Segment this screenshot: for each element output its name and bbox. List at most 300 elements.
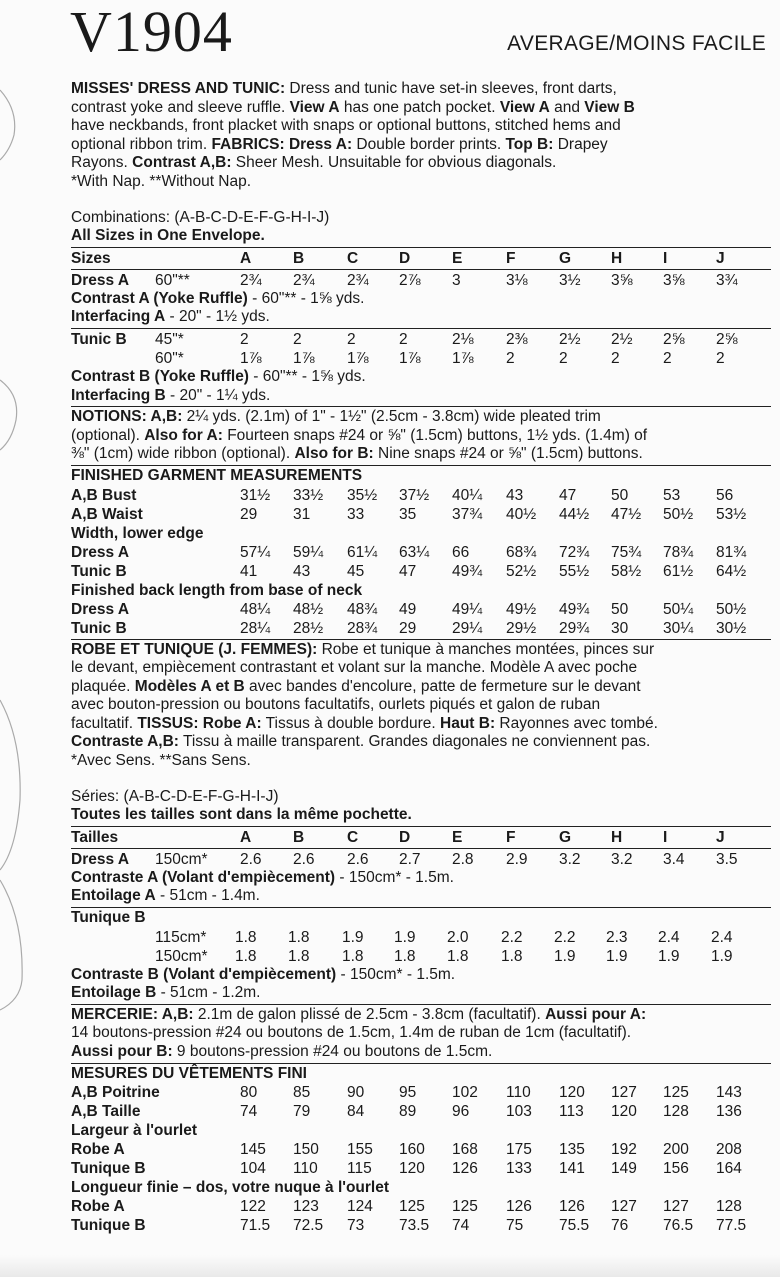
row-label: Tunic B: [71, 330, 127, 348]
value-cell: 200: [663, 1141, 689, 1159]
value-cell: 124: [347, 1198, 373, 1216]
value-cell: 2⅜: [506, 330, 528, 348]
value-cell: 3¾: [716, 271, 738, 289]
measurement-row: [71, 543, 771, 562]
description-line: contrast yoke and sleeve ruffle. View A has one patch pocket. View A and View B: [71, 98, 635, 116]
value-cell: H: [611, 249, 623, 267]
measurement-row-fr: [71, 1197, 771, 1216]
value-cell: 126: [506, 1198, 532, 1216]
value-cell: 1.9: [554, 947, 576, 965]
value-cell: 2.0: [447, 928, 469, 946]
divider: [71, 1004, 771, 1005]
value-cell: 72¾: [559, 543, 590, 561]
value-cell: 31½: [240, 486, 271, 504]
value-cell: 127: [611, 1084, 637, 1102]
value-cell: 2: [347, 330, 356, 348]
value-cell: 2: [506, 349, 515, 367]
value-cell: 2: [663, 349, 672, 367]
value-cell: 3.2: [611, 850, 633, 868]
value-cell: 2.3: [606, 928, 628, 946]
row-label: Dress A: [71, 850, 130, 868]
value-cell: 102: [452, 1084, 478, 1102]
value-cell: 127: [663, 1198, 689, 1216]
value-cell: 126: [452, 1160, 478, 1178]
value-cell: 156: [663, 1160, 689, 1178]
value-cell: 30¼: [663, 619, 694, 637]
interfacing-a: Interfacing A - 20" - 1½ yds.: [71, 308, 270, 326]
row-label: Dress A: [71, 600, 130, 618]
value-cell: 44½: [559, 505, 590, 523]
description-line-fr: plaquée. Modèles A et B avec bandes d'encolure, patte de fermeture sur le devant: [71, 677, 641, 695]
value-cell: 50½: [716, 600, 747, 618]
value-cell: 1.8: [394, 947, 416, 965]
value-cell: 81¾: [716, 543, 747, 561]
value-cell: 3⅝: [611, 271, 633, 289]
fabric-width: 45"*: [155, 330, 184, 348]
value-cell: 29¾: [559, 619, 590, 637]
value-cell: 2⅝: [716, 330, 738, 348]
value-cell: 1⅞: [347, 349, 369, 367]
value-cell: 2¾: [240, 271, 262, 289]
notions-line: ⅜" (1cm) wide ribbon (optional). Also for B: Nine snaps #24 or ⅝" (1.5cm) buttons.: [71, 445, 643, 463]
value-cell: 115: [347, 1160, 372, 1178]
divider: [71, 269, 771, 270]
fabric-width: 60"**: [155, 271, 190, 289]
value-cell: 47: [399, 562, 417, 580]
row-label: A,B Taille: [71, 1103, 141, 1121]
value-cell: 155: [347, 1141, 373, 1159]
value-cell: 73: [347, 1217, 365, 1235]
value-cell: 63¼: [399, 543, 430, 561]
description-line: optional ribbon trim. FABRICS: Dress A: Double border prints. Top B: Drapey: [71, 135, 608, 153]
value-cell: 1.8: [501, 947, 523, 965]
pattern-number: V1904: [70, 0, 233, 64]
value-cell: 1.9: [342, 928, 364, 946]
value-cell: G: [559, 828, 572, 846]
value-cell: 2: [399, 330, 408, 348]
value-cell: 2¾: [293, 271, 315, 289]
table-row: [71, 850, 771, 869]
value-cell: 208: [716, 1141, 742, 1159]
divider: [71, 848, 771, 849]
measurement-row-fr: [71, 1216, 771, 1235]
value-cell: 3.4: [663, 850, 685, 868]
value-cell: I: [663, 828, 668, 846]
value-cell: I: [663, 249, 668, 267]
value-cell: 1.9: [711, 947, 733, 965]
value-cell: 1.9: [658, 947, 680, 965]
value-cell: 43: [506, 486, 524, 504]
value-cell: 43: [293, 562, 311, 580]
value-cell: 48¾: [347, 600, 378, 618]
value-cell: 125: [399, 1198, 425, 1216]
value-cell: E: [452, 249, 463, 267]
value-cell: 1.9: [394, 928, 416, 946]
value-cell: 80: [240, 1084, 258, 1102]
measurement-row-fr: [71, 1140, 771, 1159]
value-cell: 30: [611, 619, 629, 637]
value-cell: 128: [663, 1103, 689, 1121]
value-cell: 48½: [293, 600, 324, 618]
row-label: Tailles: [71, 828, 119, 846]
value-cell: 30½: [716, 619, 747, 637]
value-cell: 68¾: [506, 543, 537, 561]
measurement-row: [71, 524, 771, 543]
value-cell: 110: [293, 1160, 318, 1178]
value-cell: 50: [611, 486, 629, 504]
value-cell: 41: [240, 562, 258, 580]
value-cell: 3⅝: [663, 271, 685, 289]
fabric-width: 150cm*: [155, 947, 208, 965]
value-cell: 29: [399, 619, 417, 637]
value-cell: 2.4: [658, 928, 680, 946]
difficulty-label: AVERAGE/MOINS FACILE: [507, 32, 766, 55]
value-cell: 50½: [663, 505, 694, 523]
value-cell: 49¼: [452, 600, 483, 618]
all-sizes-note: All Sizes in One Envelope.: [71, 227, 265, 245]
value-cell: 79: [293, 1103, 311, 1121]
description-line: have neckbands, front placket with snaps or optional buttons, stitched hems and: [71, 117, 621, 135]
value-cell: E: [452, 828, 463, 846]
value-cell: 95: [399, 1084, 417, 1102]
row-label: Tunic B: [71, 619, 127, 637]
value-cell: 28¼: [240, 619, 271, 637]
value-cell: 135: [559, 1141, 585, 1159]
value-cell: 66: [452, 543, 470, 561]
entoilage-a: Entoilage A - 51cm - 1.4m.: [71, 887, 260, 905]
value-cell: 125: [452, 1198, 478, 1216]
row-label: Robe A: [71, 1141, 125, 1159]
table-row: [71, 330, 771, 349]
value-cell: 164: [716, 1160, 742, 1178]
interfacing-b: Interfacing B - 20" - 1¼ yds.: [71, 386, 271, 404]
value-cell: 2: [716, 349, 725, 367]
contrast-a: Contrast A (Yoke Ruffle) - 60"** - 1⅝ yds.: [71, 289, 365, 307]
value-cell: 128: [716, 1198, 742, 1216]
sizes-header-fr: [71, 828, 771, 847]
value-cell: A: [240, 828, 252, 846]
value-cell: 2⅛: [452, 330, 474, 348]
value-cell: 2.9: [506, 850, 528, 868]
fabric-width: 115cm*: [155, 928, 207, 946]
value-cell: 1⅞: [399, 349, 421, 367]
value-cell: 55½: [559, 562, 590, 580]
value-cell: 2⅝: [663, 330, 685, 348]
value-cell: 110: [506, 1084, 531, 1102]
value-cell: 74: [240, 1103, 258, 1121]
value-cell: 3.5: [716, 850, 738, 868]
value-cell: 3⅛: [506, 271, 528, 289]
row-label: Tunique B: [71, 1160, 146, 1178]
sizes-header: [71, 249, 771, 268]
row-label: Dress A: [71, 271, 130, 289]
value-cell: 35½: [347, 486, 378, 504]
value-cell: 45: [347, 562, 365, 580]
value-cell: 150: [293, 1141, 319, 1159]
value-cell: 160: [399, 1141, 425, 1159]
value-cell: 59¼: [293, 543, 324, 561]
value-cell: 120: [559, 1084, 585, 1102]
value-cell: 1⅞: [293, 349, 315, 367]
mercerie-line: MERCERIE: A,B: 2.1m de galon plissé de 2.5cm - 3.8cm (facultatif). Aussi pour A:: [71, 1005, 647, 1023]
table-row: [71, 349, 771, 368]
value-cell: 127: [611, 1198, 637, 1216]
value-cell: 175: [506, 1141, 532, 1159]
value-cell: 85: [293, 1084, 311, 1102]
divider: [71, 826, 771, 827]
value-cell: 40½: [506, 505, 537, 523]
value-cell: 90: [347, 1084, 365, 1102]
mercerie-line: 14 boutons-pression #24 ou boutons de 1.5cm, 1.4m de ruban de 1cm (facultatif).: [71, 1024, 632, 1042]
value-cell: 76: [611, 1217, 629, 1235]
value-cell: 71.5: [240, 1217, 271, 1235]
value-cell: 2¾: [347, 271, 369, 289]
value-cell: 84: [347, 1103, 365, 1121]
value-cell: 104: [240, 1160, 266, 1178]
value-cell: 28½: [293, 619, 324, 637]
value-cell: 2.8: [452, 850, 474, 868]
value-cell: 28¾: [347, 619, 378, 637]
description-line-fr: Contraste A,B: Tissu à maille transparent. Grandes diagonales ne conviennent pas.: [71, 733, 651, 751]
pattern-info: [71, 80, 771, 1235]
value-cell: 2.7: [399, 850, 421, 868]
value-cell: 2⅞: [399, 271, 421, 289]
value-cell: 1.9: [606, 947, 628, 965]
row-label: A,B Bust: [71, 486, 137, 504]
value-cell: 31: [293, 505, 311, 523]
description-line: *With Nap. **Without Nap.: [71, 172, 252, 190]
value-cell: 73.5: [399, 1217, 430, 1235]
description-line-fr: le devant, empiècement contrastant et volant sur la manche. Modèle A avec poche: [71, 659, 638, 677]
divider: [71, 406, 771, 407]
contrast-b: Contrast B (Yoke Ruffle) - 60"** - 1⅝ yds.: [71, 367, 366, 385]
value-cell: 113: [559, 1103, 584, 1121]
divider: [71, 907, 771, 908]
value-cell: 75.5: [559, 1217, 590, 1235]
value-cell: C: [347, 828, 359, 846]
value-cell: 49¾: [559, 600, 590, 618]
value-cell: 145: [240, 1141, 266, 1159]
value-cell: 52½: [506, 562, 537, 580]
measurement-row: [71, 581, 771, 600]
value-cell: 49¾: [452, 562, 483, 580]
value-cell: B: [293, 249, 305, 267]
value-cell: 2.4: [711, 928, 733, 946]
value-cell: 1.8: [288, 928, 310, 946]
value-cell: C: [347, 249, 359, 267]
value-cell: D: [399, 249, 411, 267]
value-cell: J: [716, 828, 725, 846]
measurements-heading: FINISHED GARMENT MEASUREMENTS: [71, 466, 363, 484]
value-cell: 136: [716, 1103, 742, 1121]
value-cell: 141: [559, 1160, 585, 1178]
value-cell: 2: [293, 330, 302, 348]
measurement-row-fr: [71, 1121, 771, 1140]
value-cell: F: [506, 249, 516, 267]
description-line-fr: avec bouton-pression ou boutons facultatifs, ourlets piqués et galon de ruban: [71, 696, 601, 714]
divider: [71, 328, 771, 329]
value-cell: 1.8: [235, 947, 257, 965]
value-cell: 2: [240, 330, 249, 348]
divider: [71, 247, 771, 248]
row-label: Width, lower edge: [71, 524, 204, 542]
row-label: Longueur finie – dos, votre nuque à l'ourlet: [71, 1179, 390, 1197]
value-cell: 143: [716, 1084, 742, 1102]
contraste-a: Contraste A (Volant d'empiècement) - 150cm* - 1.5m.: [71, 868, 454, 886]
value-cell: 89: [399, 1103, 417, 1121]
value-cell: 61¼: [347, 543, 378, 561]
fabric-width: 60"*: [155, 349, 184, 367]
series: Séries: (A-B-C-D-E-F-G-H-I-J): [71, 787, 279, 805]
value-cell: G: [559, 249, 572, 267]
value-cell: A: [240, 249, 252, 267]
measurement-row-fr: [71, 1083, 771, 1102]
value-cell: 37½: [399, 486, 430, 504]
value-cell: 3: [452, 271, 461, 289]
divider: [71, 639, 771, 640]
value-cell: 76.5: [663, 1217, 694, 1235]
row-label: Robe A: [71, 1198, 125, 1216]
value-cell: 2.2: [501, 928, 523, 946]
measurement-row-fr: [71, 1178, 771, 1197]
value-cell: 2: [611, 349, 620, 367]
value-cell: 1⅞: [240, 349, 262, 367]
value-cell: 50: [611, 600, 629, 618]
value-cell: 78¾: [663, 543, 694, 561]
value-cell: 2½: [559, 330, 581, 348]
value-cell: 47½: [611, 505, 642, 523]
row-label: A,B Poitrine: [71, 1084, 160, 1102]
value-cell: 49: [399, 600, 417, 618]
description-line-fr: ROBE ET TUNIQUE (J. FEMMES): Robe et tunique à manches montées, pinces sur: [71, 640, 655, 658]
combinations: Combinations: (A-B-C-D-E-F-G-H-I-J): [71, 208, 330, 226]
row-label: Finished back length from base of neck: [71, 581, 363, 599]
value-cell: 33: [347, 505, 365, 523]
measurement-row: [71, 505, 771, 524]
measurement-row: [71, 562, 771, 581]
value-cell: 74: [452, 1217, 470, 1235]
value-cell: 29: [240, 505, 258, 523]
value-cell: 1.8: [342, 947, 364, 965]
value-cell: 1.8: [447, 947, 469, 965]
entoilage-b: Entoilage B - 51cm - 1.2m.: [71, 984, 261, 1002]
description-line: MISSES' DRESS AND TUNIC: Dress and tunic have set-in sleeves, front darts,: [71, 80, 617, 97]
value-cell: H: [611, 828, 623, 846]
value-cell: 122: [240, 1198, 266, 1216]
value-cell: 3½: [559, 271, 581, 289]
value-cell: J: [716, 249, 725, 267]
notions-line: (optional). Also for A: Fourteen snaps #24 or ⅝" (1.5cm) buttons, 1½ yds. (1.4m) of: [71, 426, 648, 444]
description-line-fr: *Avec Sens. **Sans Sens.: [71, 752, 251, 770]
value-cell: 47: [559, 486, 577, 504]
measurement-row-fr: [71, 1102, 771, 1121]
divider: [71, 465, 771, 466]
value-cell: 75: [506, 1217, 524, 1235]
value-cell: 2: [559, 349, 568, 367]
divider: [71, 1063, 771, 1064]
row-label: Tunic B: [71, 562, 127, 580]
value-cell: 40¼: [452, 486, 483, 504]
value-cell: 1⅞: [452, 349, 474, 367]
mesures-heading: MESURES DU VÊTEMENTS FINI: [71, 1064, 307, 1082]
mercerie-line: Aussi pour B: 9 boutons-pression #24 ou boutons de 1.5cm.: [71, 1043, 493, 1060]
value-cell: 120: [399, 1160, 425, 1178]
table-row: [71, 271, 771, 290]
value-cell: 29¼: [452, 619, 483, 637]
value-cell: 50¼: [663, 600, 694, 618]
value-cell: 2.6: [293, 850, 315, 868]
table-row: [71, 928, 771, 947]
value-cell: 168: [452, 1141, 478, 1159]
value-cell: 2.6: [240, 850, 262, 868]
value-cell: 123: [293, 1198, 319, 1216]
row-label: Tunique B: [71, 1217, 146, 1235]
row-label: Sizes: [71, 249, 111, 267]
fabric-width: 150cm*: [155, 850, 208, 868]
value-cell: 126: [559, 1198, 585, 1216]
measurement-row: [71, 600, 771, 619]
value-cell: 192: [611, 1141, 637, 1159]
measurement-row-fr: [71, 1159, 771, 1178]
table-row: [71, 947, 771, 966]
all-sizes-note-fr: Toutes les tailles sont dans la même pochette.: [71, 806, 412, 824]
value-cell: 72.5: [293, 1217, 324, 1235]
description-line-fr: facultatif. TISSUS: Robe A: Tissus à double bordure. Haut B: Rayonnes avec tombé.: [71, 714, 658, 732]
measurement-row: [71, 619, 771, 638]
value-cell: 1.8: [288, 947, 310, 965]
value-cell: B: [293, 828, 305, 846]
value-cell: 133: [506, 1160, 532, 1178]
value-cell: 33½: [293, 486, 324, 504]
value-cell: 29½: [506, 619, 537, 637]
value-cell: 49½: [506, 600, 537, 618]
row-label: Dress A: [71, 543, 130, 561]
value-cell: 58½: [611, 562, 642, 580]
value-cell: 1.8: [235, 928, 257, 946]
contraste-b: Contraste B (Volant d'empiècement) - 150cm* - 1.5m.: [71, 965, 456, 983]
value-cell: 2½: [611, 330, 633, 348]
value-cell: 75¾: [611, 543, 642, 561]
value-cell: F: [506, 828, 516, 846]
value-cell: 53½: [716, 505, 747, 523]
value-cell: 2.6: [347, 850, 369, 868]
value-cell: 2.2: [554, 928, 576, 946]
value-cell: 149: [611, 1160, 637, 1178]
row-label: A,B Waist: [71, 505, 143, 523]
value-cell: 103: [506, 1103, 532, 1121]
tunic-label-fr: Tunique B: [71, 909, 146, 927]
value-cell: 53: [663, 486, 681, 504]
garment-sketch-edge: [0, 0, 30, 1277]
measurement-row: [71, 486, 771, 505]
value-cell: 48¼: [240, 600, 271, 618]
value-cell: 64½: [716, 562, 747, 580]
page-bottom-shade: [0, 1255, 780, 1277]
value-cell: D: [399, 828, 411, 846]
value-cell: 96: [452, 1103, 470, 1121]
value-cell: 37¾: [452, 505, 483, 523]
value-cell: 120: [611, 1103, 637, 1121]
value-cell: 56: [716, 486, 734, 504]
value-cell: 3.2: [559, 850, 581, 868]
value-cell: 57¼: [240, 543, 271, 561]
row-label: Largeur à l'ourlet: [71, 1122, 197, 1140]
value-cell: 61½: [663, 562, 694, 580]
description-line: Rayons. Contrast A,B: Sheer Mesh. Unsuitable for obvious diagonals.: [71, 154, 557, 172]
notions-line: NOTIONS: A,B: 2¼ yds. (2.1m) of 1" - 1½" (2.5cm - 3.8cm) wide pleated trim: [71, 408, 601, 426]
value-cell: 125: [663, 1084, 689, 1102]
value-cell: 35: [399, 505, 417, 523]
